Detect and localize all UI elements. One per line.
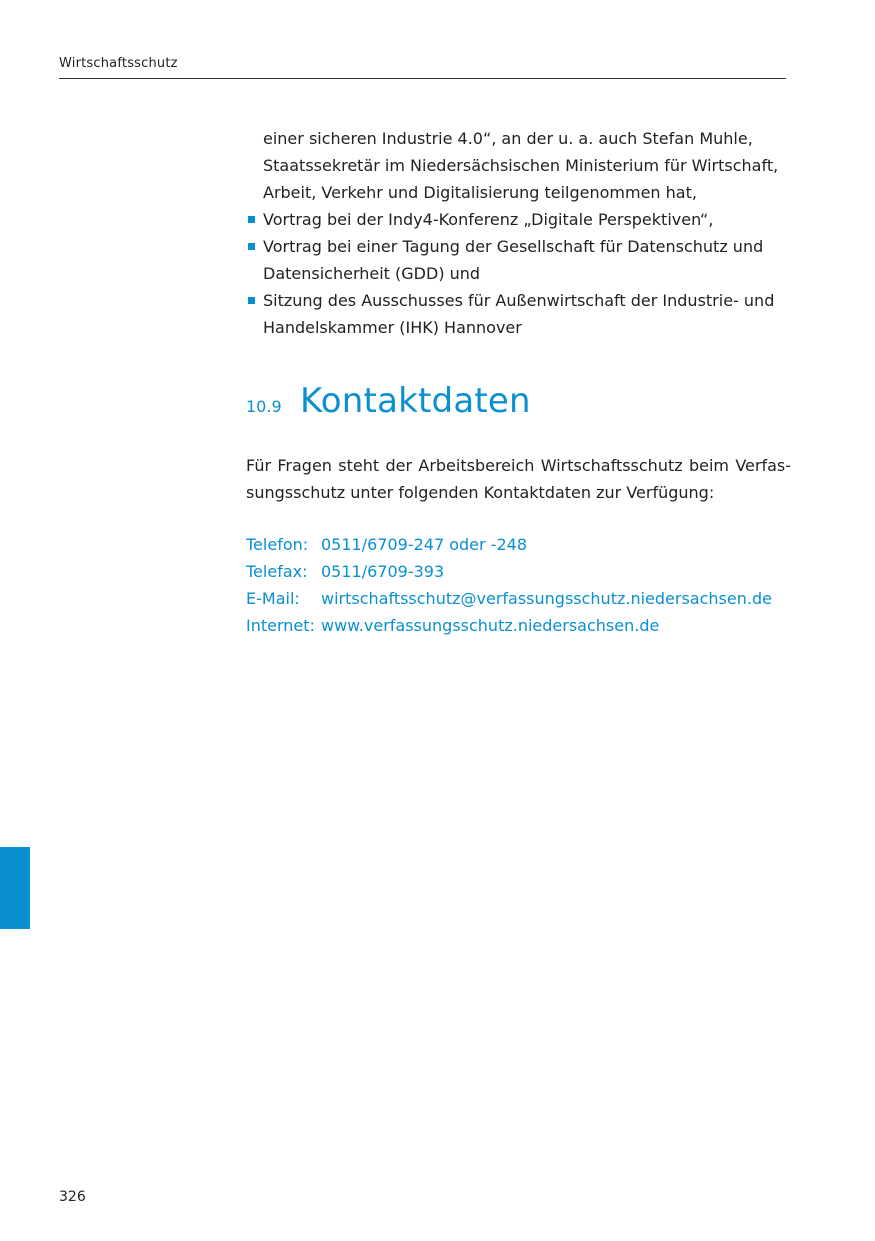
email-link[interactable]: wirtschaftsschutz@verfassungsschutz.niedersachsen.de xyxy=(321,589,772,608)
list-item xyxy=(246,233,791,287)
contact-row-internet xyxy=(246,612,772,639)
list-item-text: Sitzung des Ausschusses für Außenwirtschaft der Industrie- und Handelskammer (IHK) Hannover xyxy=(263,291,775,337)
contact-row-email xyxy=(246,585,772,612)
list-item xyxy=(246,206,791,233)
section-title: Kontaktdaten xyxy=(300,381,531,421)
bullet-continuation: einer sicheren Industrie 4.0“, an der u. a. auch Stefan Muhle, Staatssekretär im Niedersächsischen Ministerium für Wirtschaft, Arbeit, Verkehr und Digitalisierung teilgenommen hat, xyxy=(263,129,779,202)
square-bullet-icon xyxy=(248,216,255,223)
intro-paragraph: Für Fragen steht der Arbeitsbereich Wirtschaftsschutz beim Verfas-sungsschutz unter folgenden Kontaktdaten zur Verfügung: xyxy=(246,456,791,502)
square-bullet-icon xyxy=(248,243,255,250)
list-item xyxy=(246,287,791,341)
page-number: 326 xyxy=(59,1189,86,1205)
phone-value: 0511/6709-247 oder -248 xyxy=(321,535,527,554)
list-item-text: Vortrag bei der Indy4-Konferenz „Digitale Perspektiven“, xyxy=(263,210,714,229)
list-item-text: Vortrag bei einer Tagung der Gesellschaft für Datenschutz und Datensicherheit (GDD) und xyxy=(263,237,764,283)
contact-label: Internet: xyxy=(246,616,315,635)
square-bullet-icon xyxy=(248,297,255,304)
header-rule xyxy=(59,78,786,79)
contact-row-fax xyxy=(246,558,772,585)
website-link[interactable]: www.verfassungsschutz.niedersachsen.de xyxy=(321,616,660,635)
fax-value: 0511/6709-393 xyxy=(321,562,445,581)
bullet-section xyxy=(246,125,791,341)
contact-label: E-Mail: xyxy=(246,589,300,608)
contact-row-phone xyxy=(246,531,772,558)
section-heading xyxy=(246,381,531,421)
bullet-list xyxy=(246,206,791,341)
contact-label: Telefon: xyxy=(246,535,309,554)
contact-label: Telefax: xyxy=(246,562,308,581)
section-number: 10.9 xyxy=(246,397,282,416)
running-header: Wirtschaftsschutz xyxy=(59,56,178,71)
contact-list xyxy=(246,531,772,639)
chapter-side-tab xyxy=(0,847,30,929)
